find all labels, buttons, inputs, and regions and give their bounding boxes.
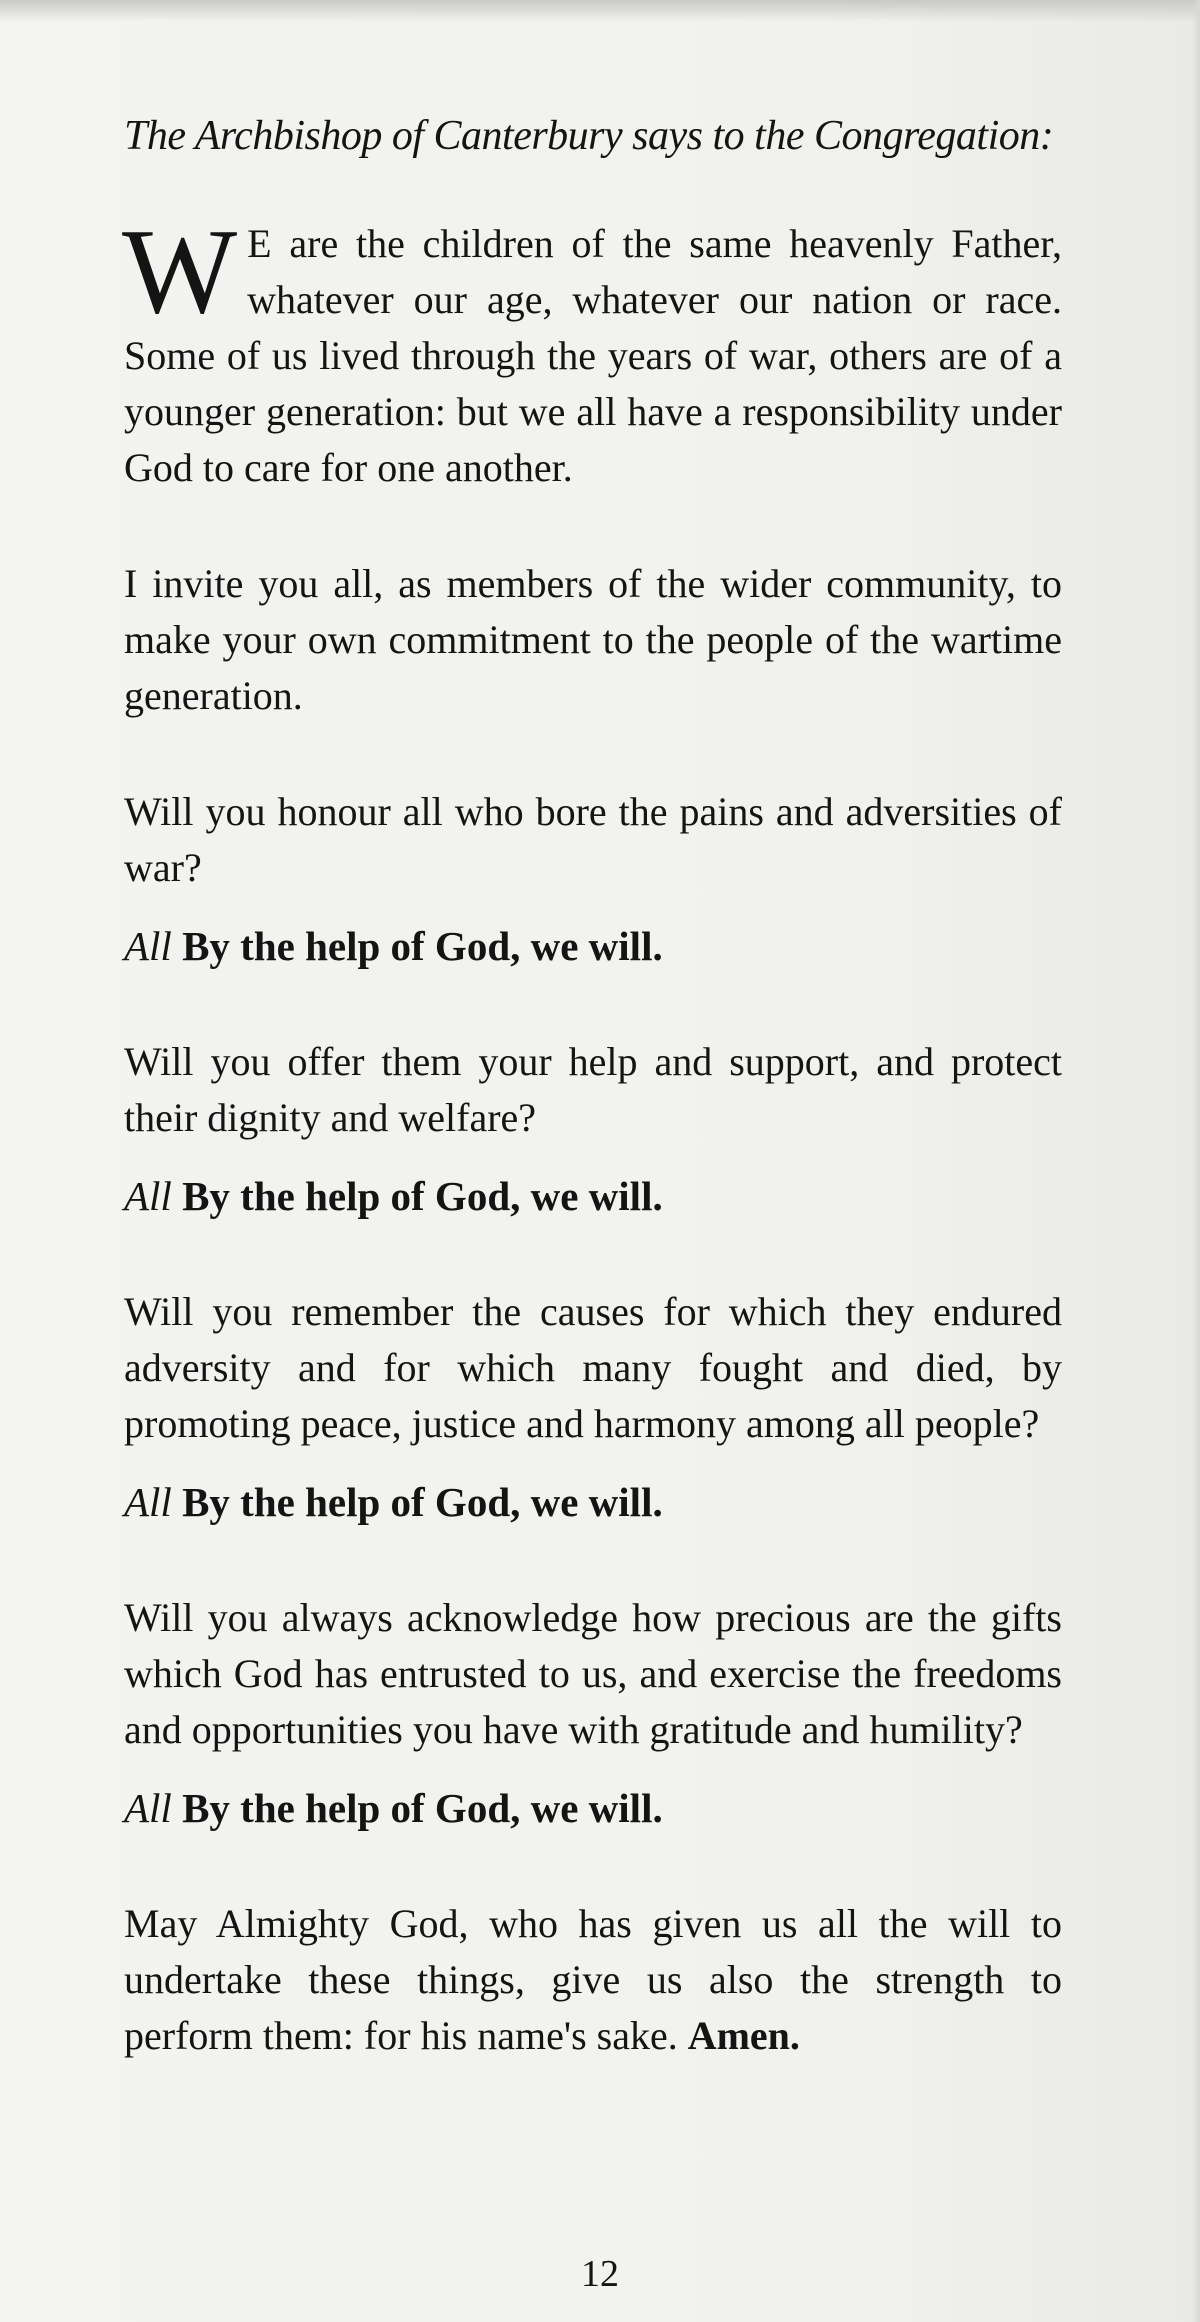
- congregation-response: [124, 918, 1062, 974]
- respondent-label: All: [124, 1785, 172, 1831]
- page-edge: [1192, 0, 1200, 2322]
- invitation-paragraph: I invite you all, as members of the wider community, to make your own commitment to the people of the wartime generation.: [124, 561, 1062, 718]
- question-block-2: [124, 1034, 1062, 1224]
- respondent-label: All: [124, 1173, 172, 1219]
- congregation-response: [124, 1474, 1062, 1530]
- question-text: Will you remember the causes for which they endured adversity and for which many fought and died, by promoting peace, justice and harmony among all people?: [124, 1289, 1062, 1446]
- top-shadow: [0, 0, 1200, 22]
- drop-cap: W: [122, 204, 238, 339]
- document-body: [124, 108, 1062, 2064]
- closing-text: May Almighty God, who has given us all the will to undertake these things, give us also the strength to perform them: for his name's sake.: [124, 1901, 1062, 2058]
- question-block-4: [124, 1590, 1062, 1836]
- respondent-label: All: [124, 1479, 172, 1525]
- congregation-response: [124, 1780, 1062, 1836]
- question-text: Will you honour all who bore the pains and adversities of war?: [124, 789, 1062, 890]
- page-number: 12: [581, 2253, 619, 2295]
- amen: Amen.: [687, 2013, 800, 2058]
- response-text: By the help of God, we will.: [182, 1173, 663, 1219]
- closing-prayer: [124, 1896, 1062, 2064]
- opening-paragraph: [122, 204, 1062, 496]
- question-block-3: [124, 1284, 1062, 1530]
- question-text: Will you offer them your help and support, and protect their dignity and welfare?: [124, 1039, 1062, 1140]
- response-text: By the help of God, we will.: [182, 923, 663, 969]
- respondent-label: All: [124, 923, 172, 969]
- congregation-response: [124, 1168, 1062, 1224]
- response-text: By the help of God, we will.: [182, 1785, 663, 1831]
- question-text: Will you always acknowledge how precious are the gifts which God has entrusted to us, and exercise the freedoms and opportunities you have with gratitude and humility?: [124, 1595, 1062, 1752]
- page-heading: The Archbishop of Canterbury says to the Congregation:: [124, 113, 1054, 159]
- question-block-1: [124, 784, 1062, 974]
- response-text: By the help of God, we will.: [182, 1479, 663, 1525]
- opening-text: E are the children of the same heavenly Father, whatever our age, whatever our nation or race. Some of us lived through the years of war, others are of a younger generation: but we all have a responsibility under God to care for one another.: [124, 221, 1062, 490]
